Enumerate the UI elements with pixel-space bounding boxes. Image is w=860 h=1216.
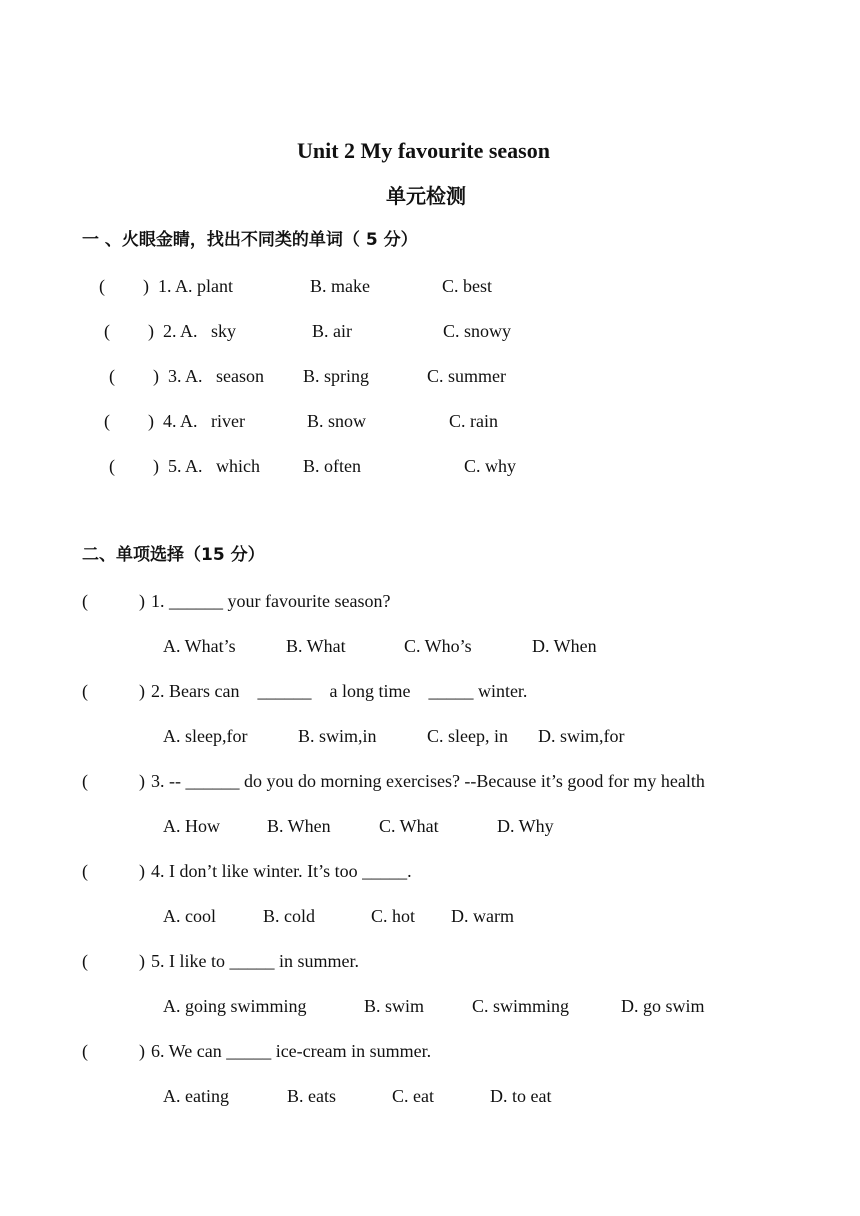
option-b: B. When: [267, 816, 331, 836]
item-option-c: C. best: [442, 276, 493, 296]
answer-paren-open: (: [82, 951, 88, 971]
item-option-b: B. often: [303, 456, 361, 476]
answer-paren-open: (: [82, 591, 88, 611]
option-d: D. warm: [451, 906, 514, 926]
option-a: A. cool: [163, 906, 216, 926]
answer-paren-open: (: [82, 771, 88, 791]
option-d: D. When: [532, 636, 597, 656]
item-option-b: B. spring: [303, 366, 370, 386]
option-b: B. swim: [364, 996, 425, 1016]
answer-paren-close: ): [148, 411, 154, 431]
item-option-c: C. rain: [449, 411, 498, 431]
answer-paren-open: (: [82, 861, 88, 881]
option-d: D. Why: [497, 816, 554, 836]
option-c: C. sleep, in: [427, 726, 508, 746]
answer-paren-close: ): [139, 771, 145, 791]
answer-paren-close: ): [153, 366, 159, 386]
section2-heading: 二、单项选择（15 分）: [82, 545, 265, 565]
item-option-b: B. air: [312, 321, 352, 341]
item-option-c: C. why: [464, 456, 517, 476]
option-c: C. eat: [392, 1086, 434, 1106]
item-option-c: C. summer: [427, 366, 506, 386]
item-option-b: B. make: [310, 276, 370, 296]
item-option-c: C. snowy: [443, 321, 512, 341]
answer-paren-open: (: [82, 681, 88, 701]
option-b: B. swim,in: [298, 726, 377, 746]
item-option-b: B. snow: [307, 411, 367, 431]
answer-paren-open: (: [109, 456, 115, 476]
page-subtitle: 单元检测: [386, 184, 466, 208]
question-stem: 4. I don’t like winter. It’s too _____.: [151, 861, 412, 881]
question-stem: 6. We can _____ ice-cream in summer.: [151, 1041, 432, 1061]
option-d: D. swim,for: [538, 726, 625, 746]
answer-paren-open: (: [104, 321, 110, 341]
answer-paren-open: (: [109, 366, 115, 386]
option-c: C. swimming: [472, 996, 570, 1016]
answer-paren-open: (: [104, 411, 110, 431]
option-c: C. Who’s: [404, 636, 472, 656]
question-stem: 1. ______ your favourite season?: [151, 591, 391, 611]
item-option-a: 1. A. plant: [158, 276, 233, 296]
option-a: A. eating: [163, 1086, 229, 1106]
item-option-a: 4. A. river: [163, 411, 245, 431]
section1-heading: 一 、火眼金睛，找出不同类的单词（ 5 分）: [82, 230, 418, 250]
answer-paren-close: ): [139, 591, 145, 611]
item-option-a: 2. A. sky: [163, 321, 237, 341]
answer-paren-close: ): [148, 321, 154, 341]
option-a: A. going swimming: [163, 996, 307, 1016]
question-stem: 3. -- ______ do you do morning exercises? --Because it’s good for my health: [151, 771, 705, 791]
item-option-a: 3. A. season: [168, 366, 264, 386]
answer-paren-close: ): [139, 681, 145, 701]
option-b: B. eats: [287, 1086, 336, 1106]
answer-paren-close: ): [139, 951, 145, 971]
option-d: D. to eat: [490, 1086, 552, 1106]
answer-paren-open: (: [99, 276, 105, 296]
option-a: A. sleep,for: [163, 726, 248, 746]
option-c: C. hot: [371, 906, 416, 926]
answer-paren-close: ): [143, 276, 149, 296]
option-a: A. How: [163, 816, 220, 836]
option-b: B. cold: [263, 906, 315, 926]
item-option-a: 5. A. which: [168, 456, 260, 476]
answer-paren-open: (: [82, 1041, 88, 1061]
question-stem: 2. Bears can ______ a long time _____ winter.: [151, 681, 528, 701]
option-b: B. What: [286, 636, 346, 656]
answer-paren-close: ): [153, 456, 159, 476]
question-stem: 5. I like to _____ in summer.: [151, 951, 359, 971]
option-a: A. What’s: [163, 636, 236, 656]
answer-paren-close: ): [139, 1041, 145, 1061]
answer-paren-close: ): [139, 861, 145, 881]
page-title: Unit 2 My favourite season: [297, 138, 550, 163]
option-d: D. go swim: [621, 996, 705, 1016]
option-c: C. What: [379, 816, 439, 836]
